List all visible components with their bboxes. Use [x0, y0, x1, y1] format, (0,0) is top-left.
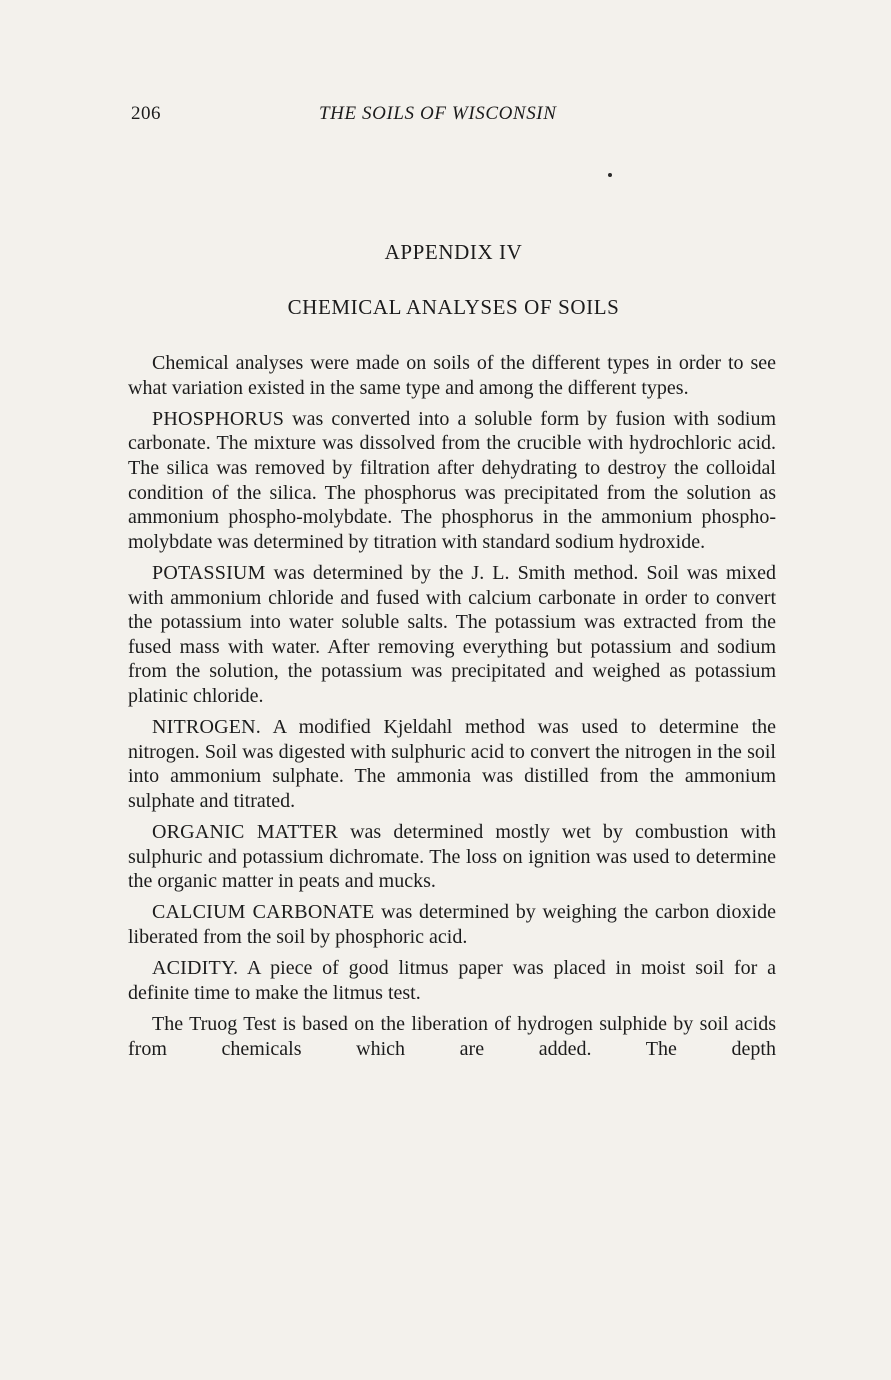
paragraph-text: Chemical analyses were made on soils of the different types in order to see what variation existed in the same type and among the different types.	[128, 352, 776, 399]
paragraph-text: A modified Kjeldahl method was used to determine the nitrogen. Soil was digested with sulphuric acid to convert the nitrogen in the soil into ammonium sulphate. The ammonia was distilled from the ammonium sulphate and titrated.	[128, 716, 776, 812]
paragraph-text: was determined mostly wet by combustion with sulphuric and potassium dichromate. The loss on ignition was used to determine the organic matter in peats and mucks.	[128, 821, 776, 893]
paragraph-potassium	[128, 561, 776, 709]
paragraph-lead: NITROGEN.	[152, 716, 262, 739]
running-header	[131, 103, 776, 129]
appendix-label: APPENDIX IV	[384, 240, 523, 264]
section-title: CHEMICAL ANALYSES OF SOILS	[287, 295, 620, 319]
paragraph-truog-test	[128, 1012, 776, 1061]
paragraph-intro	[128, 351, 776, 400]
paragraph-lead: ORGANIC MATTER	[152, 821, 339, 844]
paragraph-text: was determined by weighing the carbon dioxide liberated from the soil by phosphoric acid.	[128, 901, 776, 949]
paragraph-calcium-carbonate	[128, 900, 776, 949]
paragraph-lead: CALCIUM CARBONATE	[152, 901, 375, 924]
print-speck	[608, 173, 612, 177]
paragraph-text: The Truog Test is based on the liberation of hydrogen sulphide by soil acids from chemicals which are added. The depth	[128, 1013, 776, 1060]
paragraph-phosphorus	[128, 407, 776, 555]
body-text	[128, 351, 776, 1068]
paragraph-text: was converted into a soluble form by fusion with sodium carbonate. The mixture was dissolved from the crucible with hydrochloric acid. The silica was removed by filtration after dehydrating to destroy the colloidal condition of the silica. The phosphorus was precipitated from the solution as ammonium phospho-molybdate. The phosphorus in the ammonium phospho-molybdate was determined by titration with standard sodium hydroxide.	[128, 407, 776, 553]
paragraph-text: was determined by the J. L. Smith method. Soil was mixed with ammonium chloride and fused with calcium carbonate in order to convert the potassium into water soluble salts. The potassium was extracted from the fused mass with water. After removing everything but potassium and sodium from the solution, the potassium was precipitated and weighed as potassium platinic chloride.	[128, 561, 776, 707]
paragraph-organic-matter	[128, 820, 776, 894]
page-number: 206	[131, 103, 161, 124]
paragraph-acidity	[128, 956, 776, 1005]
paragraph-lead: PHOSPHORUS	[152, 407, 285, 430]
paragraph-lead: ACIDITY.	[152, 957, 239, 980]
running-title: THE SOILS OF WISCONSIN	[319, 103, 557, 124]
paragraph-nitrogen	[128, 715, 776, 813]
paragraph-lead: POTASSIUM	[152, 561, 266, 584]
paragraph-text: A piece of good litmus paper was placed in moist soil for a definite time to make the litmus test.	[128, 957, 776, 1004]
